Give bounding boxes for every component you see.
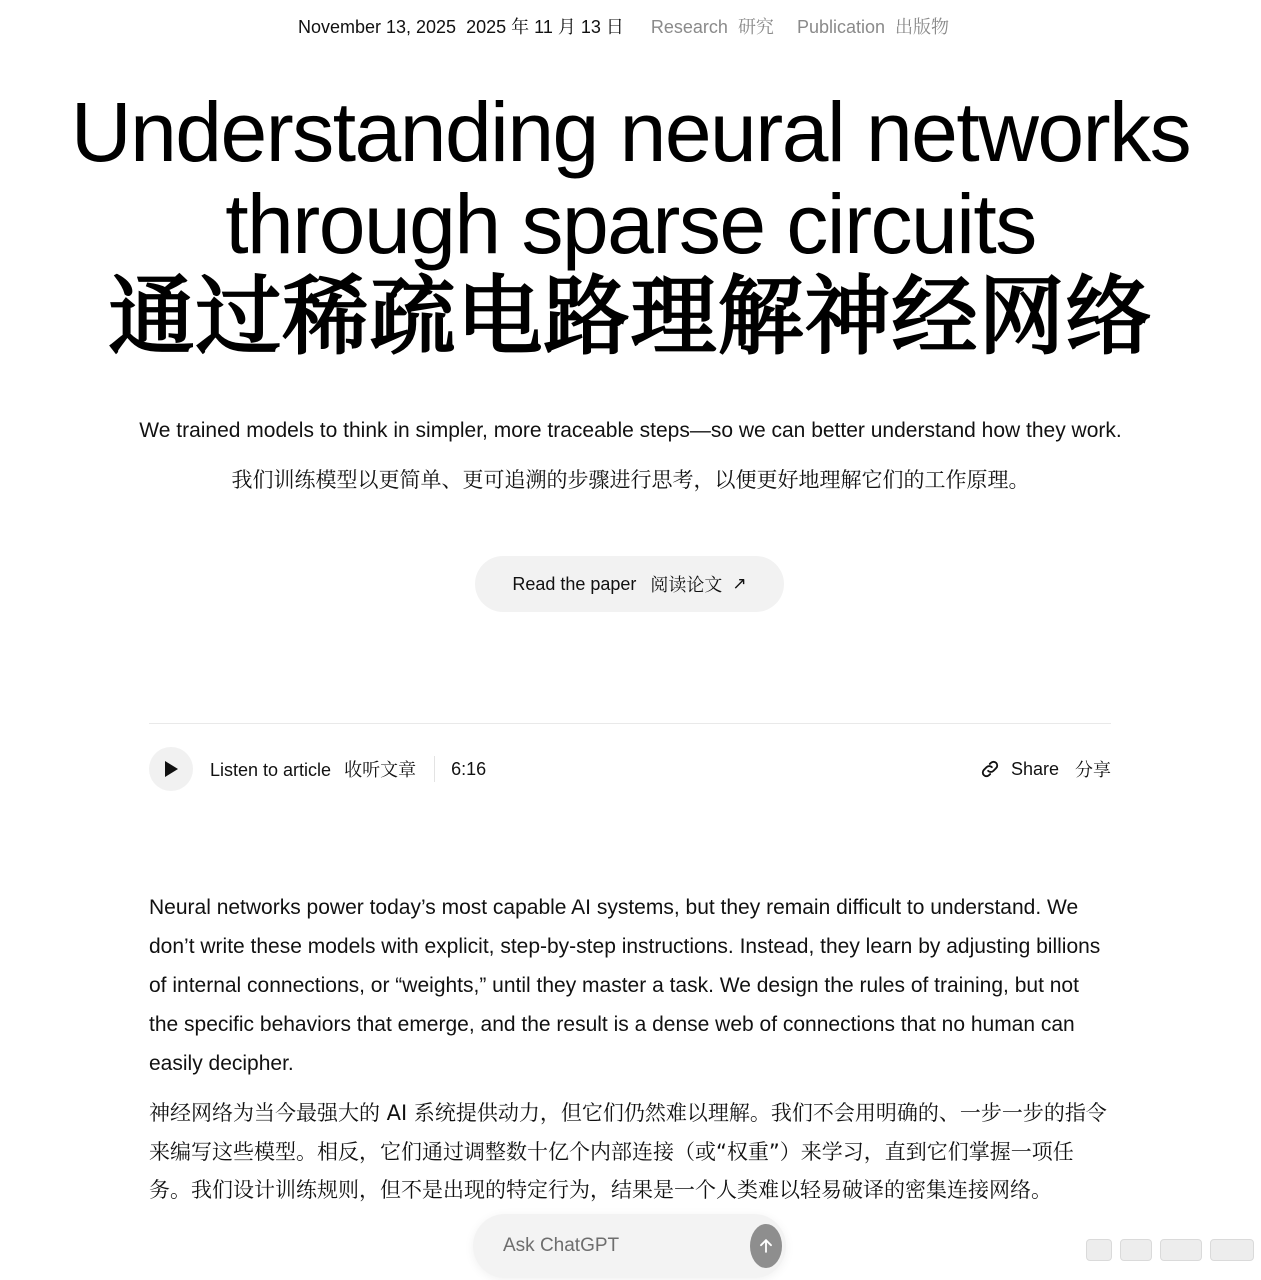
play-button[interactable] <box>149 747 193 791</box>
listen-to-article[interactable] <box>210 756 416 782</box>
tag-publication[interactable] <box>797 17 949 37</box>
body-paragraph-en: Neural networks power today’s most capable AI systems, but they remain difficult to understand. We don’t write these models with explicit, step-by-step instructions. Instead, they learn by adjusting billions of internal connections, or “weights,” until they master a task. We design the rules of training, but not the specific behaviors that emerge, and the result is a dense web of connections that no human can easily decipher. <box>149 896 1101 1075</box>
ask-chatgpt-input[interactable] <box>501 1234 750 1258</box>
publish-date-en: November 13, 2025 <box>297 17 457 37</box>
body-paragraph-zh: 神经网络为当今最强大的 AI 系统提供动力，但它们仍然难以理解。我们不会用明确的、一步一步的指令来编写这些模型。相反，它们通过调整数十亿个内部连接（或“权重”）来学习，直到它们掌握一项任务。我们设计训练规则，但不是出现的特定行为，结果是一个人类难以轻易破译的密集连接网络。 <box>149 1101 1107 1202</box>
tag-research-en: Research <box>650 17 728 37</box>
page-title <box>0 85 1261 367</box>
share-label-en: Share <box>1010 758 1059 779</box>
tag-publication-zh: 出版物 <box>895 17 950 37</box>
title-zh: 通过稀疏电路理解神经网络 <box>108 267 1153 367</box>
watermark-block <box>1210 1239 1254 1261</box>
read-paper-label-zh: 阅读论文 <box>650 575 723 596</box>
listen-label-en: Listen to article <box>210 760 332 780</box>
send-button[interactable] <box>750 1224 782 1268</box>
read-paper-button[interactable] <box>475 556 784 612</box>
subtitle-zh: 我们训练模型以更简单、更可追溯的步骤进行思考，以便更好地理解它们的工作原理。 <box>231 468 1030 492</box>
watermark <box>1086 1238 1254 1262</box>
play-icon <box>163 760 179 778</box>
ask-chatgpt-bar <box>473 1214 786 1278</box>
watermark-block <box>1086 1239 1112 1261</box>
publish-date <box>298 17 629 37</box>
tag-publication-en: Publication <box>796 17 886 37</box>
share-label-zh: 分享 <box>1075 760 1111 781</box>
audio-player-bar <box>149 746 1111 792</box>
title-line-1: Understanding neural networks <box>70 85 1191 179</box>
tag-research-zh: 研究 <box>737 17 774 37</box>
watermark-block <box>1120 1239 1152 1261</box>
read-paper-label-en: Read the paper <box>512 573 637 594</box>
vertical-separator <box>434 756 435 782</box>
title-line-2: through sparse circuits <box>225 177 1036 271</box>
link-icon <box>979 758 1001 780</box>
share-button[interactable] <box>979 756 1111 782</box>
subtitle-en: We trained models to think in simpler, more traceable steps—so we can better understand how they work. <box>139 419 1122 442</box>
article-meta <box>0 14 1261 40</box>
tag-research[interactable] <box>651 17 779 37</box>
publish-date-zh: 2025 年 11 月 13 日 <box>466 17 624 37</box>
divider <box>149 723 1111 724</box>
listen-label-zh: 收听文章 <box>344 760 417 781</box>
watermark-block <box>1160 1239 1202 1261</box>
arrow-up-right-icon: ↗ <box>732 574 747 593</box>
audio-duration: 6:16 <box>451 758 487 779</box>
arrow-up-icon <box>756 1236 776 1256</box>
